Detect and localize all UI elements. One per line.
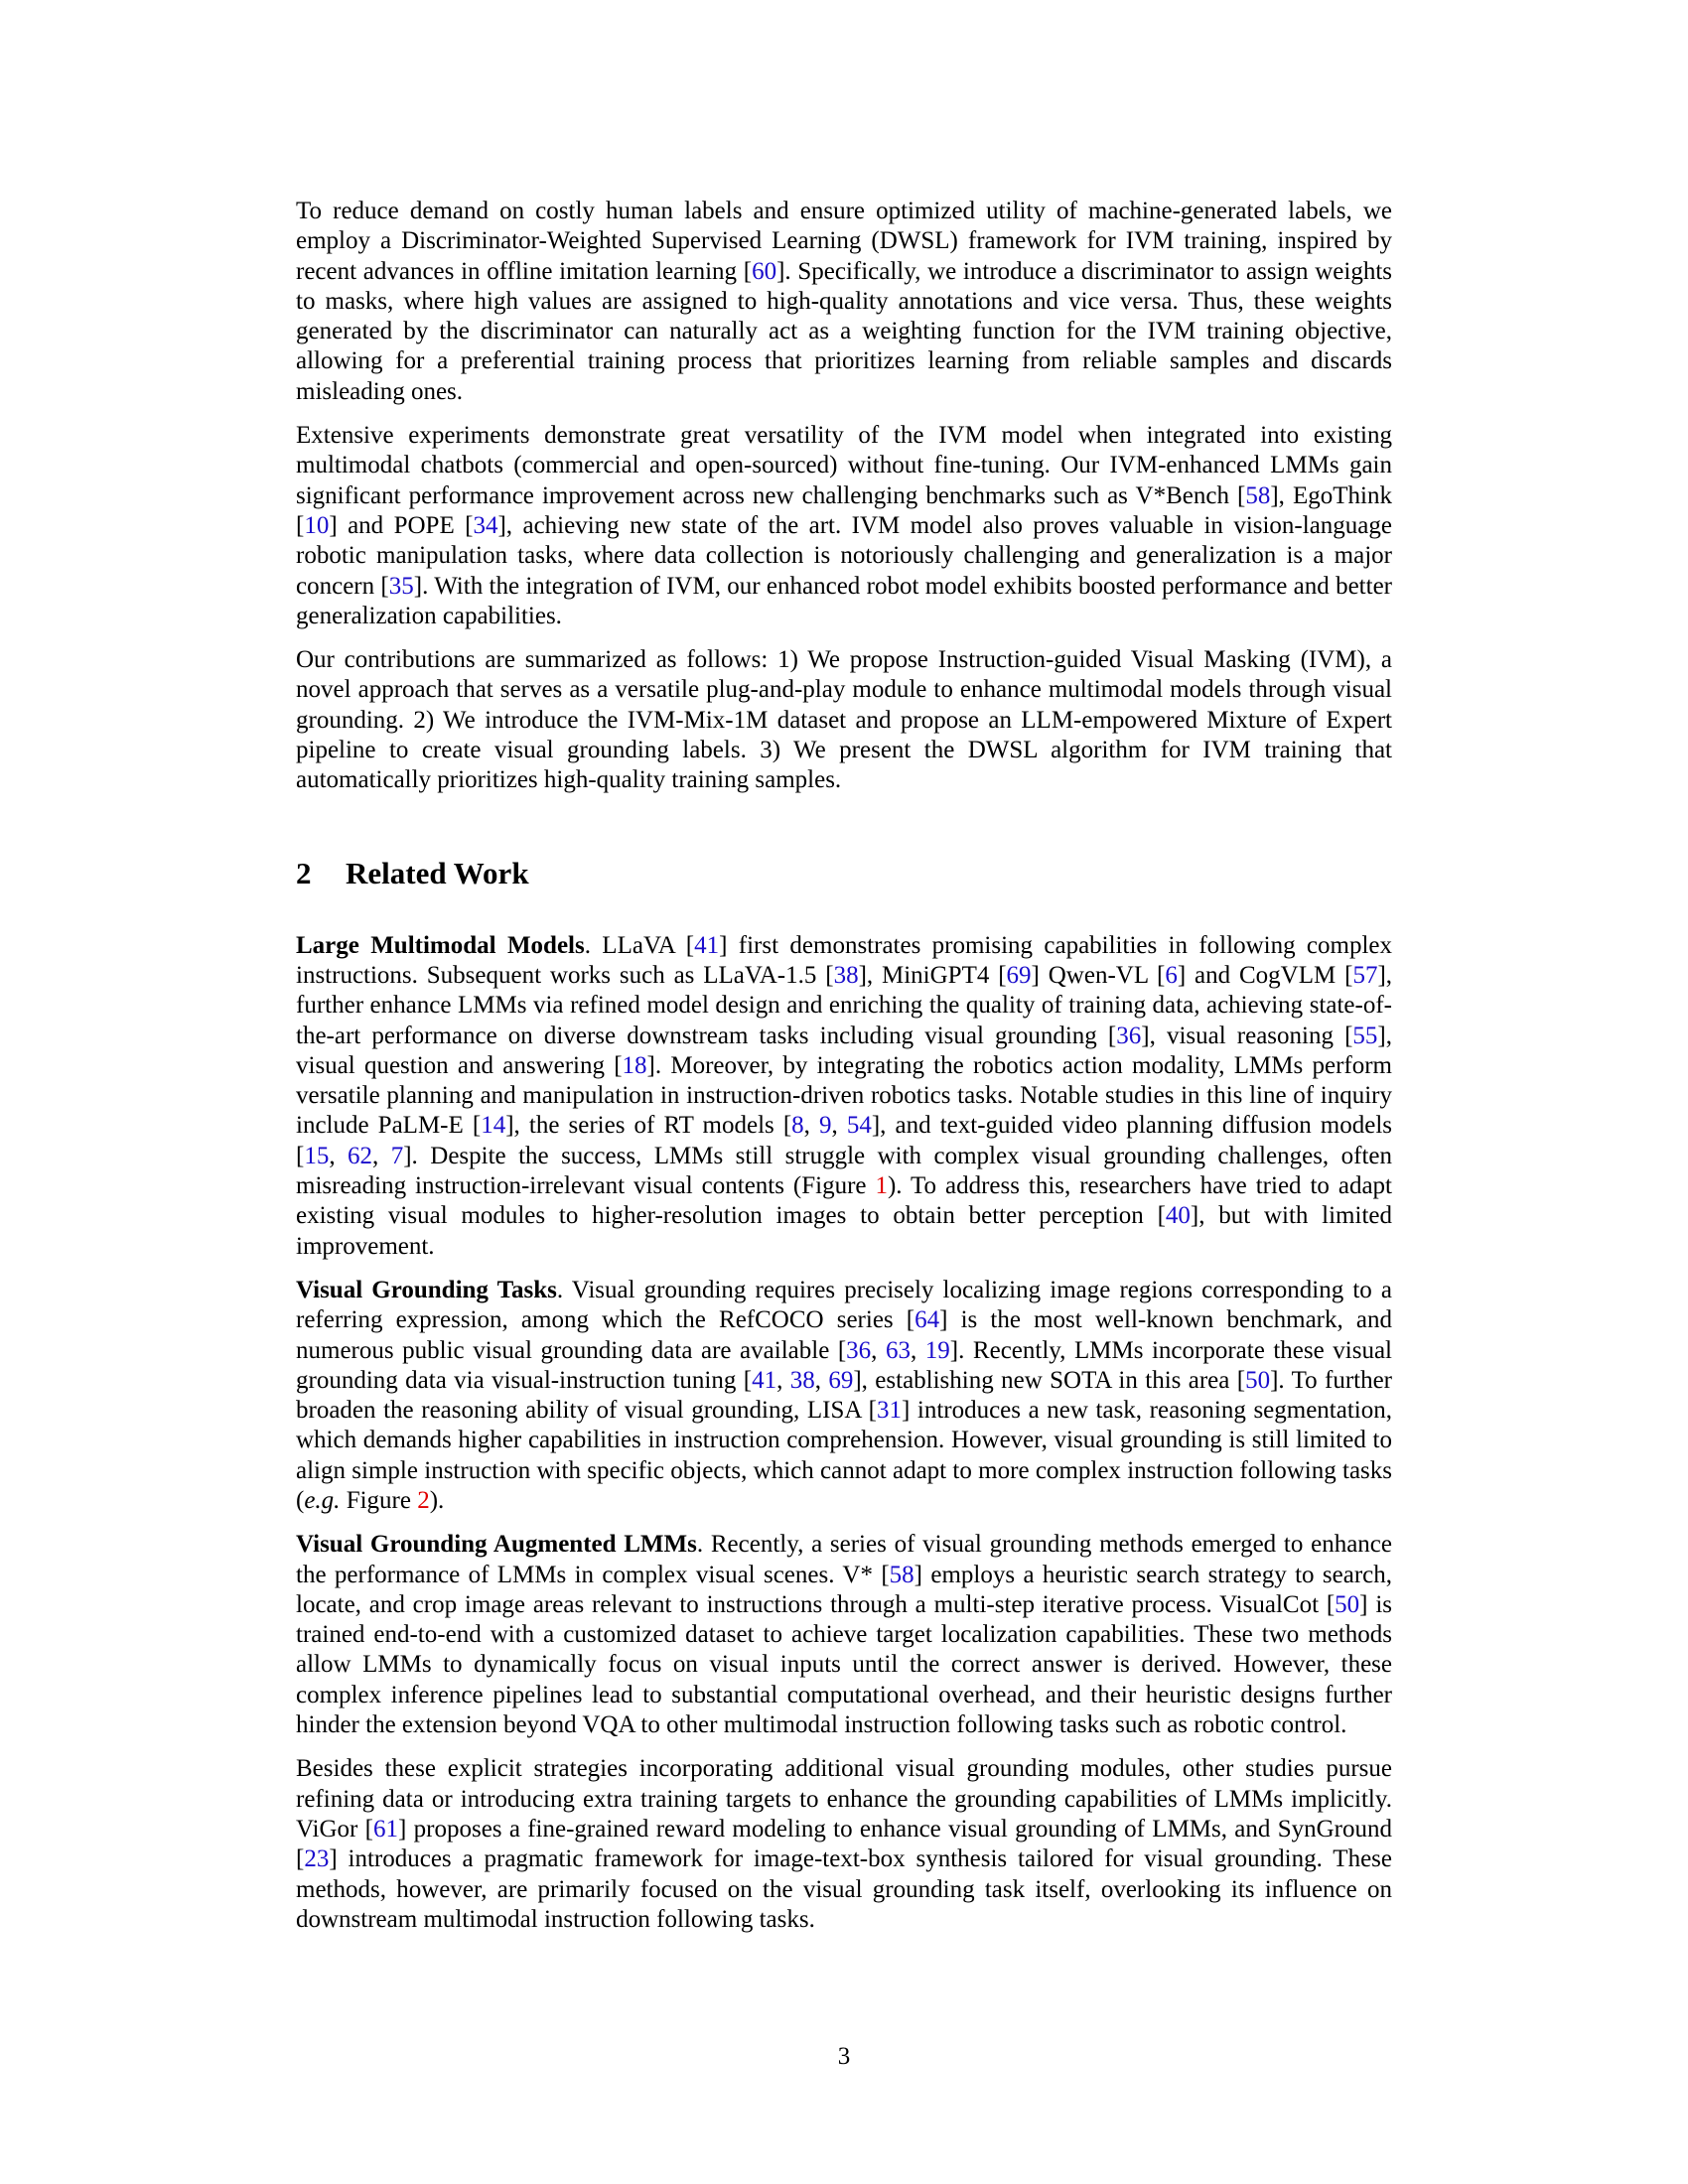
citation-link[interactable]: 58 (889, 1561, 914, 1588)
citation-link[interactable]: 8 (791, 1112, 804, 1140)
citation-link[interactable]: 34 (473, 511, 498, 539)
figure-reference-link[interactable]: 2 (417, 1486, 430, 1514)
figure-reference-link[interactable]: 1 (875, 1172, 888, 1200)
citation-link[interactable]: 58 (1245, 481, 1271, 509)
paragraph-lead: Visual Grounding Tasks (296, 1276, 557, 1303)
citation-link[interactable]: 40 (1165, 1202, 1191, 1230)
citation-link[interactable]: 15 (304, 1142, 330, 1169)
citation-link[interactable]: 18 (622, 1051, 647, 1079)
citation-link[interactable]: 36 (846, 1336, 872, 1364)
paragraph-dwsl: To reduce demand on costly human labels and ensure optimized utility of machine-generated labels, we employ a Discriminator-Weighted Supervised Learning (DWSL) framework for IVM training, inspired by recent advances in offline imitation learning [60]. Specifically, we introduce a discriminator to assign weights to masks, where high values are assigned to high-quality annotations and vice versa. Thus, these weights generated by the discriminator can naturally act as a weighting function for the IVM training objective, allowing for a preferential training process that prioritizes learning from reliable samples and discards misleading ones. (296, 198, 1392, 405)
citation-link[interactable]: 7 (390, 1142, 404, 1169)
section-heading-related-work (296, 856, 1392, 891)
citation-link[interactable]: 31 (876, 1397, 902, 1425)
citation-link[interactable]: 19 (924, 1336, 950, 1364)
citation-link[interactable]: 64 (914, 1306, 940, 1334)
citation-link[interactable]: 9 (819, 1112, 832, 1140)
section-title: Related Work (346, 855, 529, 890)
citation-link[interactable]: 54 (846, 1112, 872, 1140)
citation-link[interactable]: 38 (789, 1366, 815, 1394)
citation-link[interactable]: 62 (348, 1142, 373, 1169)
citation-link[interactable]: 35 (388, 572, 414, 600)
citation-link[interactable]: 6 (1165, 961, 1178, 989)
citation-link[interactable]: 38 (833, 961, 859, 989)
page-body (296, 197, 1392, 1949)
citation-link[interactable]: 23 (304, 1845, 330, 1873)
citation-link[interactable]: 41 (752, 1366, 777, 1394)
paragraph-visual-grounding-augmented-lmms: Visual Grounding Augmented LMMs. Recently, a series of visual grounding methods emerged to enhance the performance of LMMs in complex visual scenes. V* [58] employs a heuristic search strategy to search, locate, and crop image areas relevant to instructions through a multi-step iterative process. VisualCot [50] is trained end-to-end with a customized dataset to achieve target localization capabilities. These two methods allow LMMs to dynamically focus on visual inputs until the correct answer is derived. However, these complex inference pipelines lead to substantial computational overhead, and their heuristic designs further hinder the extension beyond VQA to other multimodal instruction following tasks such as robotic control. (296, 1531, 1392, 1739)
citation-link[interactable]: 69 (828, 1366, 854, 1394)
eg-abbreviation: e.g. (304, 1486, 341, 1514)
citation-link[interactable]: 50 (1245, 1366, 1271, 1394)
citation-link[interactable]: 10 (304, 511, 330, 539)
paragraph-lead: Large Multimodal Models (296, 931, 585, 959)
citation-link[interactable]: 55 (1352, 1022, 1378, 1049)
paragraph-contributions: Our contributions are summarized as follows: 1) We propose Instruction-guided Visual Masking (IVM), a novel approach that serves as a versatile plug-and-play module to enhance multimodal models through visual grounding. 2) We introduce the IVM-Mix-1M dataset and propose an LLM-empowered Mixture of Expert pipeline to create visual grounding labels. 3) We present the DWSL algorithm for IVM training that automatically prioritizes high-quality training samples. (296, 646, 1392, 794)
citation-link[interactable]: 41 (694, 931, 720, 959)
paragraph-visual-grounding-tasks: Visual Grounding Tasks. Visual grounding requires precisely localizing image regions corresponding to a referring expression, among which the RefCOCO series [64] is the most well-known benchmark, and numerous public visual grounding data are available [36, 63, 19]. Recently, LMMs incorporate these visual grounding data via visual-instruction tuning [41, 38, 69], establishing new SOTA in this area [50]. To further broaden the reasoning ability of visual grounding, LISA [31] introduces a new task, reasoning segmentation, which demands higher capabilities in instruction comprehension. However, visual grounding is still limited to align simple instruction with specific objects, which cannot adapt to more complex instruction following tasks (e.g. Figure 2). (296, 1276, 1393, 1514)
citation-link[interactable]: 63 (885, 1336, 911, 1364)
citation-link[interactable]: 14 (481, 1112, 506, 1140)
citation-link[interactable]: 69 (1006, 961, 1032, 989)
citation-link[interactable]: 60 (752, 257, 777, 285)
paragraph-experiments: Extensive experiments demonstrate great versatility of the IVM model when integrated into existing multimodal chatbots (commercial and open-sourced) without fine-tuning. Our IVM-enhanced LMMs gain significant performance improvement across new challenging benchmarks such as V*Bench [58], EgoThink [10] and POPE [34], achieving new state of the art. IVM model also proves valuable in vision-language robotic manipulation tasks, where data collection is notoriously challenging and generalization is a major concern [35]. With the integration of IVM, our enhanced robot model exhibits boosted performance and better generalization capabilities. (296, 422, 1392, 629)
citation-link[interactable]: 36 (1116, 1022, 1142, 1049)
paragraph-large-multimodal-models: Large Multimodal Models. LLaVA [41] first demonstrates promising capabilities in following complex instructions. Subsequent works such as LLaVA-1.5 [38], MiniGPT4 [69] Qwen-VL [6] and CogVLM [57], further enhance LMMs via refined model design and enriching the quality of training data, achieving state-of-the-art performance on diverse downstream tasks including visual grounding [36], visual reasoning [55], visual question and answering [18]. Moreover, by integrating the robotics action modality, LMMs perform versatile planning and manipulation in instruction-driven robotics tasks. Notable studies in this line of inquiry include PaLM-E [14], the series of RT models [8, 9, 54], and text-guided video planning diffusion models [15, 62, 7]. Despite the success, LMMs still struggle with complex visual grounding challenges, often misreading instruction-irrelevant visual contents (Figure 1). To address this, researchers have tried to adapt existing visual modules to higher-resolution images to obtain better perception [40], but with limited improvement. (296, 931, 1393, 1260)
section-number: 2 (296, 855, 312, 890)
paragraph-implicit-strategies: Besides these explicit strategies incorporating additional visual grounding modules, other studies pursue refining data or introducing extra training targets to enhance the grounding capabilities of LMMs implicitly. ViGor [61] proposes a fine-grained reward modeling to enhance visual grounding of LMMs, and SynGround [23] introduces a pragmatic framework for image-text-box synthesis tailored for visual grounding. These methods, however, are primarily focused on the visual grounding task itself, overlooking its influence on downstream multimodal instruction following tasks. (296, 1755, 1392, 1933)
citation-link[interactable]: 61 (373, 1815, 399, 1843)
paragraph-lead: Visual Grounding Augmented LMMs (296, 1531, 697, 1559)
page-number: 3 (837, 2043, 851, 2070)
citation-link[interactable]: 50 (1335, 1590, 1360, 1618)
citation-link[interactable]: 57 (1352, 961, 1378, 989)
